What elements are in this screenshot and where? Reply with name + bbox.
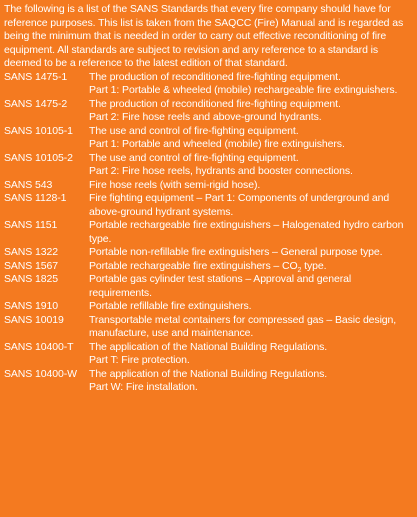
standard-code: SANS 543 — [4, 178, 53, 191]
standard-item — [4, 341, 414, 368]
standard-description — [89, 152, 414, 179]
intro-paragraph: The following is a list of the SANS Standards that every fire company should have for reference purposes. This list is taken from the SAQCC (Fire) Manual and is regarded as being the minimum that is needed in order to carry out effective reconditioning of fire equipment. All standards are subject to revision and any reference to a standard is deemed to be a reference to the latest edition of that standard. — [4, 3, 404, 69]
standard-part: Part 1: Portable & wheeled (mobile) rechargeable fire extinguishers. — [89, 84, 398, 96]
standard-code: SANS 10400-W — [4, 367, 77, 380]
standard-code: SANS 1475-2 — [4, 97, 68, 110]
standard-code: SANS 1151 — [4, 219, 58, 231]
standard-part: Part T: Fire protection. — [89, 354, 190, 366]
standard-title: Fire hose reels (with semi-rigid hose). — [89, 178, 261, 191]
standard-code: SANS 1825 — [4, 273, 58, 285]
standard-title: The production of reconditioned fire-fighting equipment. — [89, 97, 341, 110]
standard-code: SANS 1322 — [4, 246, 58, 258]
standard-title-text: type. — [301, 259, 327, 272]
standard-part: Part 2: Fire hose reels and above-ground hydrants. — [89, 111, 322, 123]
standard-part: Part 2: Fire hose reels, hydrants and booster connections. — [89, 165, 353, 177]
standard-item — [4, 368, 414, 395]
standard-title-text: Portable rechargeable fire extinguishers – CO — [89, 259, 298, 272]
standard-code: SANS 1128-1 — [4, 192, 67, 204]
standard-description — [89, 98, 414, 125]
standard-title: Fire fighting equipment – Part 1: Components of underground and above-ground hydrant systems. — [89, 192, 390, 218]
standard-item — [4, 71, 414, 98]
standard-part: Part 1: Portable and wheeled (mobile) fire extinguishers. — [89, 138, 345, 150]
standard-item — [4, 219, 414, 246]
standard-description — [89, 314, 414, 341]
standard-description — [89, 219, 414, 246]
standard-item — [4, 179, 414, 193]
standard-code: SANS 10105-2 — [4, 151, 73, 164]
standard-item — [4, 260, 414, 274]
standard-description — [89, 341, 414, 368]
standard-title: Transportable metal containers for compressed gas – Basic design, manufacture, use and maintenance. — [89, 313, 397, 339]
standard-item — [4, 246, 414, 260]
standard-item — [4, 314, 414, 341]
standard-code: SANS 10019 — [4, 313, 64, 326]
standard-item — [4, 192, 414, 219]
standard-description — [89, 368, 414, 395]
standard-title: The use and control of fire-fighting equipment. — [89, 151, 299, 164]
standard-item — [4, 98, 414, 125]
standard-item — [4, 125, 414, 152]
standard-code: SANS 10400-T — [4, 340, 74, 353]
standard-description — [89, 246, 414, 260]
standard-title: Portable gas cylinder test stations – Approval and general requirements. — [89, 273, 352, 299]
standard-title: The use and control of fire-fighting equipment. — [89, 124, 299, 137]
standard-title: The production of reconditioned fire-fighting equipment. — [89, 70, 341, 83]
subscript-text: 2 — [297, 266, 302, 274]
standard-description — [89, 179, 414, 193]
standard-item — [4, 300, 414, 314]
standard-description — [89, 300, 414, 314]
standard-part: Part W: Fire installation. — [89, 381, 198, 393]
standard-code: SANS 1910 — [4, 300, 58, 312]
standard-title: The application of the National Building Regulations. — [89, 340, 328, 353]
standard-description — [89, 260, 414, 274]
standard-title — [89, 260, 414, 274]
standard-code: SANS 10105-1 — [4, 124, 73, 137]
standard-title: Portable refillable fire extinguishers. — [89, 300, 252, 312]
standard-item — [4, 273, 414, 300]
standard-description — [89, 192, 414, 219]
standard-title: Portable rechargeable fire extinguishers – Halogenated hydro carbon type. — [89, 219, 404, 245]
standards-list — [4, 71, 414, 395]
standard-item — [4, 152, 414, 179]
standard-title: The application of the National Building Regulations. — [89, 367, 328, 380]
standard-title: Portable non-refillable fire extinguishers – General purpose type. — [89, 246, 383, 258]
standard-description — [89, 273, 414, 300]
standard-description — [89, 125, 414, 152]
standard-code: SANS 1567 — [4, 259, 58, 272]
standard-description — [89, 71, 414, 98]
standard-code: SANS 1475-1 — [4, 70, 68, 83]
